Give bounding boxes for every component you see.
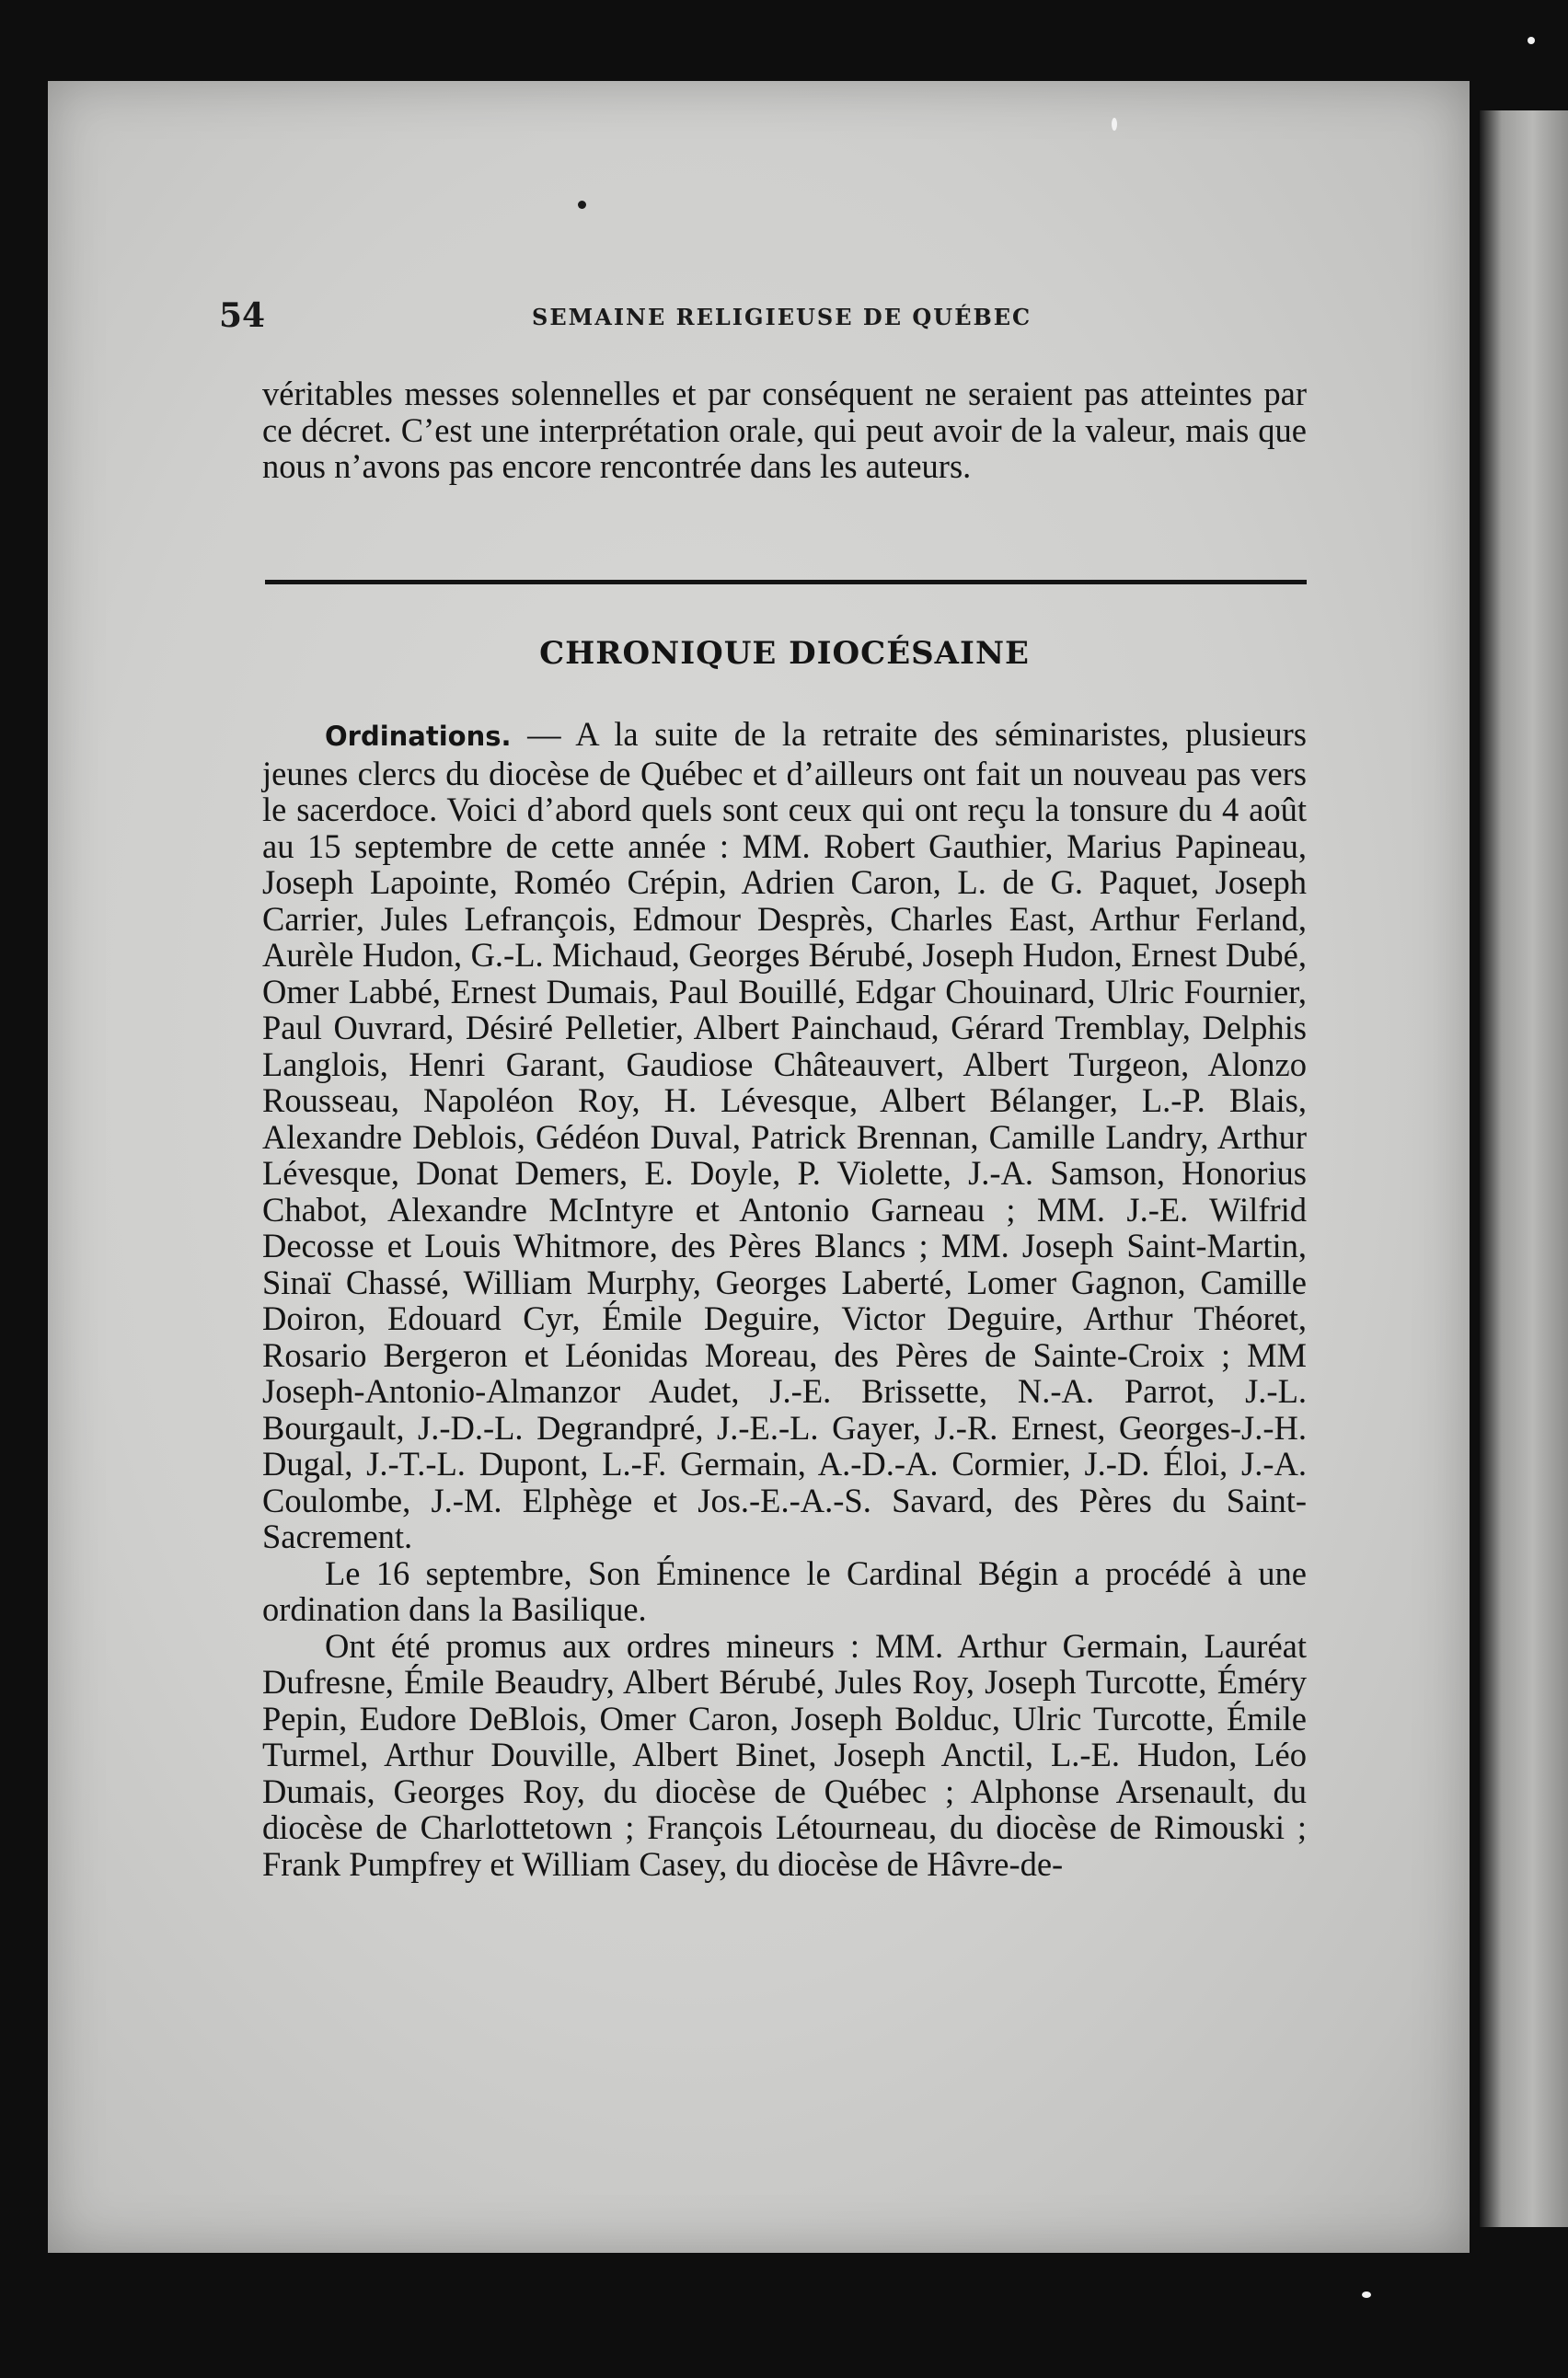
article-paragraph: Le 16 septembre, Son Éminence le Cardinal Bégin a procédé à une ordination dans la Basilique. bbox=[262, 1553, 1307, 1628]
intro-paragraph: véritables messes solennelles et par conséquent ne seraient pas atteintes par ce décret. C’est une interprétation orale, qui peut avoir de la valeur, mais que nous n’avons pas encore rencontrée dans les auteurs. bbox=[262, 375, 1307, 485]
paragraph-text: — A la suite de la retraite des séminaristes, plusieurs jeunes clercs du diocèse de Québec et d’ailleurs ont fait un nouveau pas vers le sacerdoce. Voici d’abord quels sont ceux qui ont reçu la tonsure du 4 août au 15 septembre de cette année : MM. Robert Gauthier, Marius Papineau, Joseph Lapointe, Roméo Crépin, Adrien Caron, L. de G. Paquet, Joseph Carrier, Jules Lefrançois, Edmour Desprès, Charles East, Arthur Ferland, Aurèle Hudon, G.-L. Michaud, Georges Bérubé, Joseph Hudon, Ernest Dubé, Omer Labbé, Ernest Dumais, Paul Bouillé, Edgar Chouinard, Ulric Fournier, Paul Ouvrard, Désiré Pelletier, Albert Painchaud, Gérard Tremblay, Delphis Langlois, Henri Garant, Gaudiose Châteauvert, Albert Turgeon, Alonzo Rousseau, Napoléon Roy, H. Lévesque, Albert Bélanger, L.-P. Blais, Alexandre Deblois, Gédéon Duval, Patrick Brennan, Camille Landry, Arthur Lévesque, Donat Demers, E. Doyle, P. Violette, J.-A. Samson, Honorius Chabot, Alexandre McIntyre et Antonio Garneau ; MM. J.-E. Wilfrid Decosse et Louis Whitmore, des Pères Blancs ; MM. Joseph Saint-Martin, Sinaï Chassé, William Murphy, Georges Laberté, Lomer Gagnon, Camille Doiron, Edouard Cyr, Émile Deguire, Victor Deguire, Arthur Théoret, Rosario Bergeron et Léonidas Moreau, des Pères de Sainte-Croix ; MM Joseph-Antonio-Almanzor Audet, J.-E. Brissette, N.-A. Parrot, J.-L. Bourgault, J.-D.-L. Degrandpré, J.-E.-L. Gayer, J.-R. Ernest, Georges-J.-H. Dugal, J.-T.-L. Dupont, L.-F. Germain, A.-D.-A. Cormier, J.-D. Éloi, J.-A. Coulombe, J.-M. Elphège et Jos.-E.-A.-S. Savard, des Pères du Saint-Sacrement. bbox=[262, 715, 1307, 1555]
adjacent-page-edge bbox=[1480, 110, 1568, 2227]
article-paragraph bbox=[262, 716, 1307, 1555]
running-head bbox=[219, 296, 1139, 342]
page-number: 54 bbox=[219, 296, 266, 335]
paragraph-lead: Ordinations. bbox=[325, 721, 512, 752]
ink-speck bbox=[578, 201, 586, 209]
article-body bbox=[262, 716, 1307, 1882]
dust-speck bbox=[1362, 2291, 1371, 2298]
publication-title: SEMAINE RELIGIEUSE DE QUÉBEC bbox=[532, 304, 1032, 330]
dust-speck bbox=[1528, 37, 1535, 44]
dust-speck bbox=[1112, 118, 1117, 131]
section-title: CHRONIQUE DIOCÉSAINE bbox=[539, 635, 1030, 672]
article-paragraph: Ont été promus aux ordres mineurs : MM. Arthur Germain, Lauréat Dufresne, Émile Beaudry, Albert Bérubé, Jules Roy, Joseph Turcotte, Éméry Pepin, Eudore DeBlois, Omer Caron, Joseph Bolduc, Ulric Turcotte, Émile Turmel, Arthur Douville, Albert Binet, Joseph Anctil, L.-E. Hudon, Léo Dumais, Georges Roy, du diocèse de Québec ; Alphonse Arsenault, du diocèse de Charlottetown ; François Létourneau, du diocèse de Rimouski ; Frank Pumpfrey et William Casey, du diocèse de Hâvre-de- bbox=[262, 1626, 1307, 1883]
section-divider bbox=[265, 580, 1307, 584]
